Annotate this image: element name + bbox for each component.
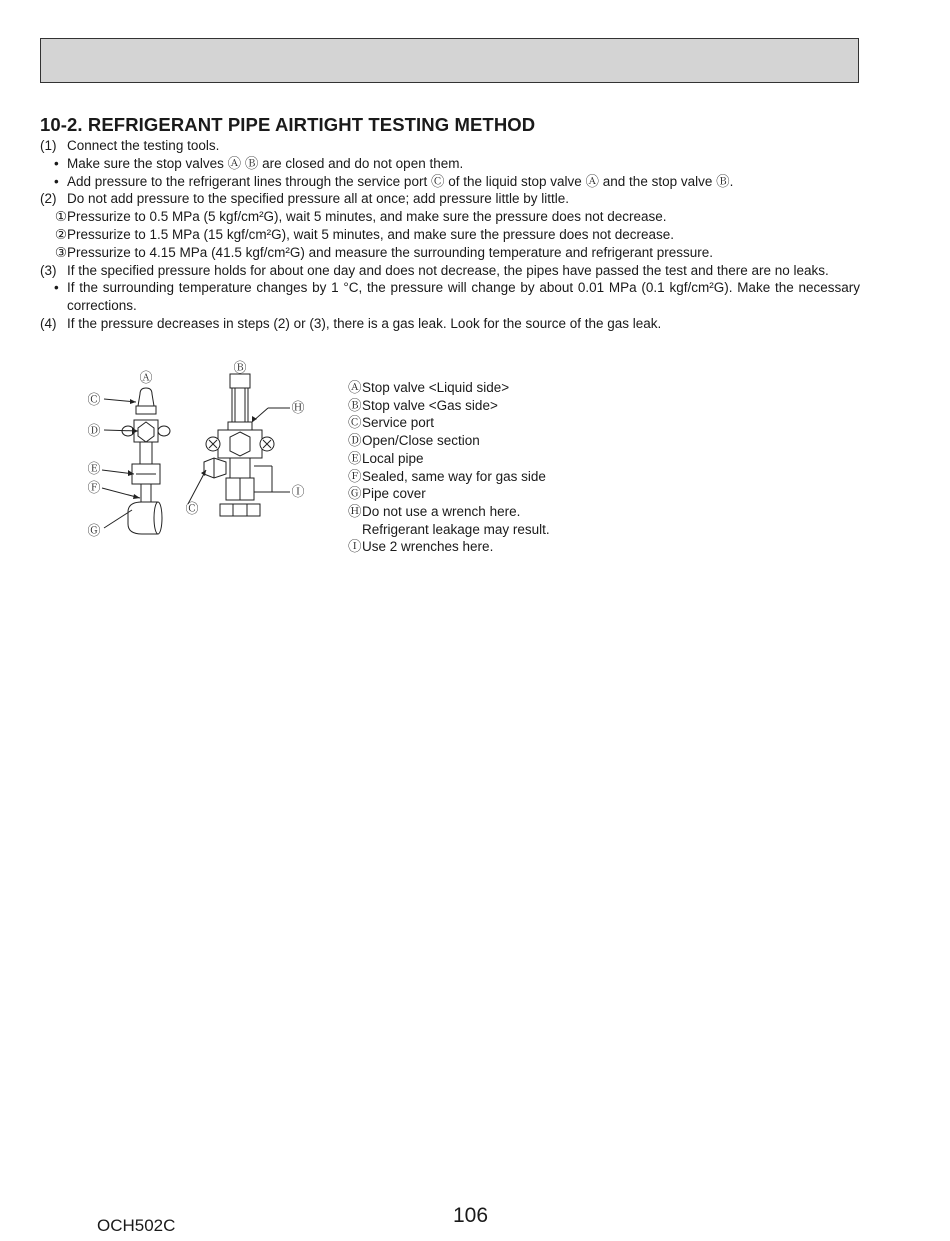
- step-1-bullet-2: • Add pressure to the refrigerant lines through the service port Ⓒ of the liquid stop valve Ⓐ and the stop valve Ⓑ.: [54, 173, 734, 189]
- label-f: Ⓕ: [87, 480, 101, 495]
- legend-item-i: Ⓘ Use 2 wrenches here.: [348, 539, 494, 555]
- legend-item-c: Ⓒ Service port: [348, 415, 435, 431]
- stop-valve-diagram: [80, 358, 320, 548]
- label-c-gas: Ⓒ: [185, 501, 199, 516]
- step-2-sub-2: ② Pressurize to 1.5 MPa (15 kgf/cm²G), wait 5 minutes, and make sure the pressure does not decrease.: [54, 226, 675, 242]
- step-2-sub-1: ① Pressurize to 0.5 MPa (5 kgf/cm²G), wait 5 minutes, and make sure the pressure does not decrease.: [54, 209, 667, 225]
- label-h: Ⓗ: [291, 400, 305, 415]
- section-title: 10-2. REFRIGERANT PIPE AIRTIGHT TESTING METHOD: [40, 114, 536, 135]
- page-number: 106: [453, 1204, 489, 1227]
- legend-item-d: Ⓓ Open/Close section: [348, 433, 480, 449]
- step-3: (3) If the specified pressure holds for about one day and does not decrease, the pipes have passed the test and there are no leaks.: [40, 262, 829, 278]
- legend-item-b: Ⓑ Stop valve <Gas side>: [348, 397, 498, 413]
- label-g: Ⓖ: [87, 523, 101, 538]
- label-b: Ⓑ: [233, 360, 247, 375]
- label-e: Ⓔ: [87, 461, 101, 476]
- legend-item-h: Ⓗ Do not use a wrench here. Refrigerant leakage may result.: [348, 503, 550, 537]
- label-d: Ⓓ: [87, 423, 101, 438]
- procedure-steps: [40, 137, 860, 333]
- legend-item-f: Ⓕ Sealed, same way for gas side: [348, 468, 546, 484]
- legend-item-g: Ⓖ Pipe cover: [348, 486, 426, 502]
- step-2: (2) Do not add pressure to the specified pressure all at once; add pressure little by little.: [40, 191, 570, 207]
- step-3-bullet: • If the surrounding temperature changes by 1 °C, the pressure will change by about 0.01 MPa (0.1 kgf/cm²G). Make the necessary corrections.: [54, 280, 860, 314]
- stop-valve-drawing: [80, 358, 320, 548]
- legend-item-a: Ⓐ Stop valve <Liquid side>: [348, 380, 510, 395]
- label-c-liquid: Ⓒ: [87, 392, 101, 407]
- header-bar: [40, 38, 859, 83]
- legend-item-e: Ⓔ Local pipe: [348, 450, 424, 466]
- step-4: (4) If the pressure decreases in steps (2) or (3), there is a gas leak. Look for the source of the gas leak.: [40, 315, 662, 331]
- step-2-sub-3: ③ Pressurize to 4.15 MPa (41.5 kgf/cm²G) and measure the surrounding temperature and refrigerant pressure.: [54, 244, 714, 260]
- figure-legend: [348, 379, 550, 556]
- step-1-bullet-1: • Make sure the stop valves Ⓐ Ⓑ are closed and do not open them.: [54, 155, 464, 171]
- label-a: Ⓐ: [139, 370, 153, 385]
- footer-model-number: OCH502C: [97, 1216, 176, 1235]
- label-i: Ⓘ: [291, 484, 305, 499]
- step-1: (1) Connect the testing tools.: [40, 138, 220, 153]
